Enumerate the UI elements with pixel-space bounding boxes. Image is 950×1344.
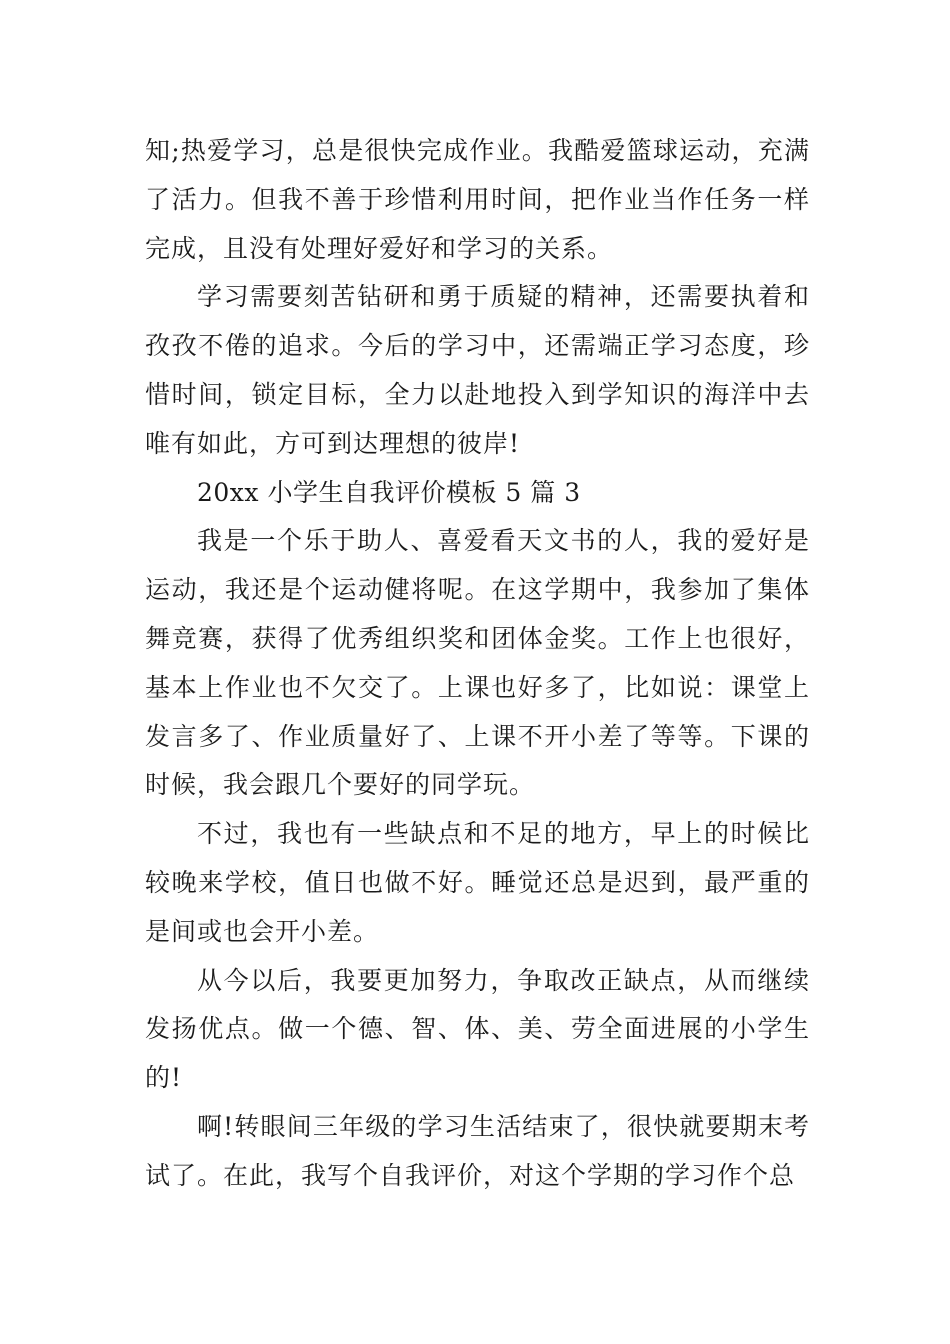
paragraph-self-intro: 我是一个乐于助人、喜爱看天文书的人，我的爱好是运动，我还是个运动健将呢。在这学期中，我参加了集体舞竞赛，获得了优秀组织奖和团体金奖。工作上也很好，基本上作业也不欠交了。上课也好多了，比如说：课堂上发言多了、作业质量好了、上课不开小差了等等。下课的时候，我会跟几个要好的同学玩。: [145, 526, 810, 800]
document-page: [145, 127, 810, 1201]
paragraph-resolution: 从今以后，我要更加努力，争取改正缺点，从而继续发扬优点。做一个德、智、体、美、劳全面进展的小学生的!: [145, 965, 810, 1093]
paragraph-hobbies: 知;热爱学习，总是很快完成作业。我酷爱篮球运动，充满了活力。但我不善于珍惜利用时间，把作业当作任务一样完成，且没有处理好爱好和学习的关系。: [145, 136, 810, 263]
paragraph-term-end: 啊!转眼间三年级的学习生活结束了，很快就要期末考试了。在此，我写个自我评价，对这个学期的学习作个总: [145, 1111, 810, 1190]
paragraph-study-attitude: 学习需要刻苦钻研和勇于质疑的精神，还需要执着和孜孜不倦的追求。今后的学习中，还需端正学习态度，珍惜时间，锁定目标，全力以赴地投入到学知识的海洋中去唯有如此，方可到达理想的彼岸!: [145, 282, 810, 458]
section-heading: 20xx 小学生自我评价模板 5 篇 3: [197, 477, 581, 507]
paragraph-shortcomings: 不过，我也有一些缺点和不足的地方，早上的时候比较晚来学校，值日也做不好。睡觉还总是迟到，最严重的是间或也会开小差。: [145, 819, 810, 946]
